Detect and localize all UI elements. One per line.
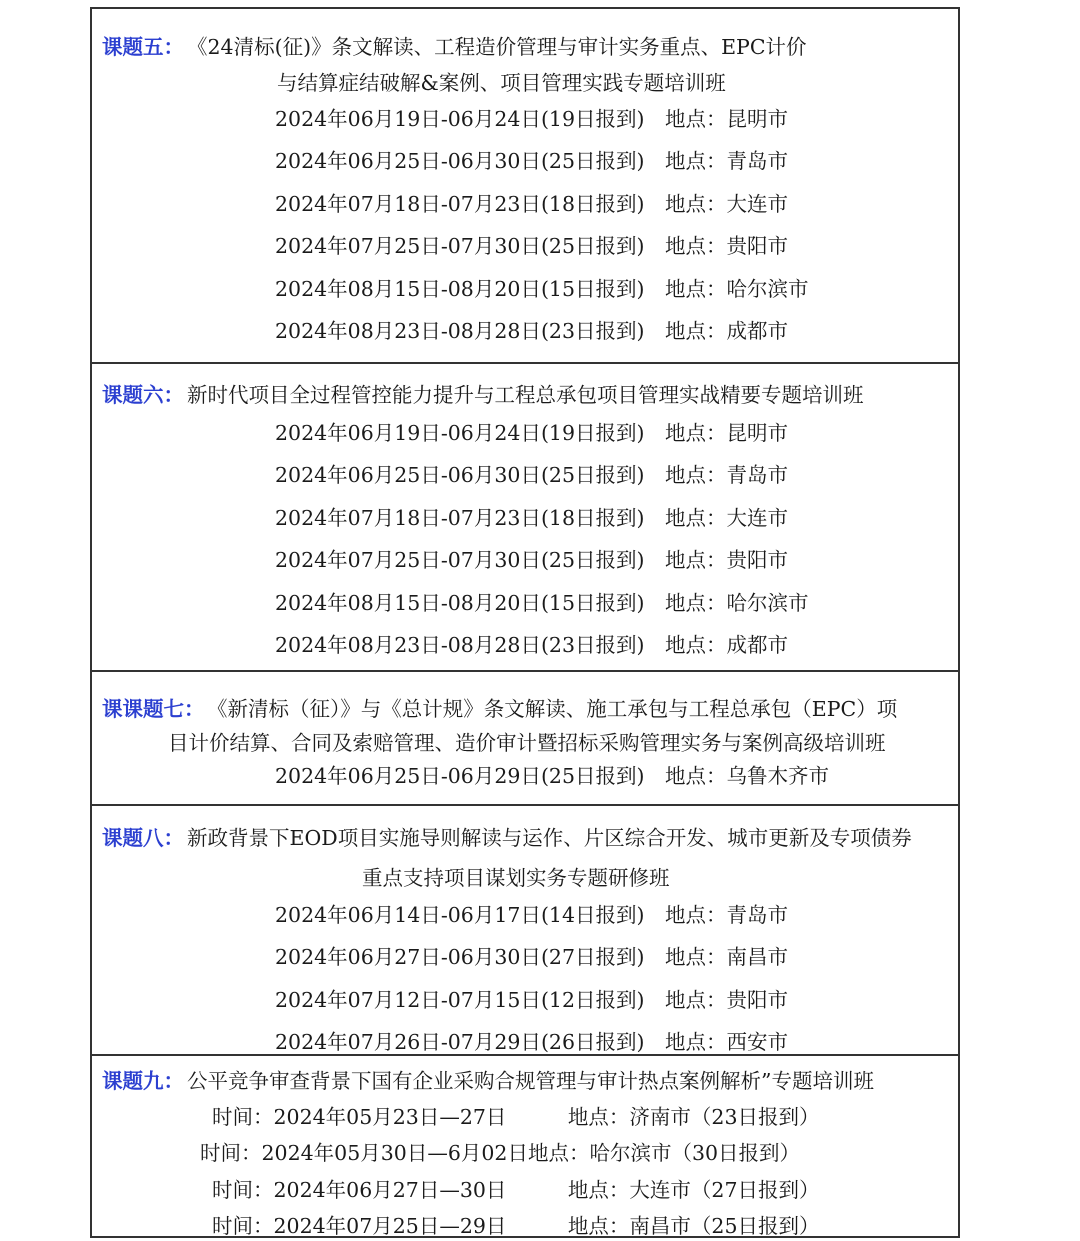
session-row: 2024年06月25日-06月30日(25日报到) 地点：青岛市 — [275, 149, 789, 173]
session-row: 2024年07月18日-07月23日(18日报到) 地点：大连市 — [275, 506, 789, 530]
course-title-line: 《新清标（征）》与《总计规》条文解读、施工承包与工程总承包（EPC）项 — [207, 697, 898, 721]
session-row: 2024年08月23日-08月28日(23日报到) 地点：成都市 — [275, 633, 789, 657]
session-row: 2024年07月26日-07月29日(26日报到) 地点：西安市 — [275, 1030, 789, 1054]
course-section-7 — [92, 672, 958, 806]
session-row: 2024年08月15日-08月20日(15日报到) 地点：哈尔滨市 — [275, 591, 809, 615]
session-row: 2024年08月23日-08月28日(23日报到) 地点：成都市 — [275, 319, 789, 343]
session-row: 2024年06月14日-06月17日(14日报到) 地点：青岛市 — [275, 903, 789, 927]
course-schedule-table — [90, 7, 960, 1238]
course-label: 课题六： — [102, 383, 184, 407]
course-title-line: 目计价结算、合同及索赔管理、造价审计暨招标采购管理实务与案例高级培训班 — [168, 731, 886, 755]
course-label: 课题八： — [102, 826, 184, 850]
session-row: 2024年08月15日-08月20日(15日报到) 地点：哈尔滨市 — [275, 277, 809, 301]
course-title-line: 与结算症结破解&案例、项目管理实践专题培训班 — [277, 71, 726, 95]
session-row: 2024年06月25日-06月29日(25日报到) 地点：乌鲁木齐市 — [275, 764, 830, 788]
session-row: 2024年06月27日-06月30日(27日报到) 地点：南昌市 — [275, 945, 789, 969]
course-title-line: 重点支持项目谋划实务专题研修班 — [362, 866, 670, 890]
session-row: 2024年07月18日-07月23日(18日报到) 地点：大连市 — [275, 192, 789, 216]
session-row: 2024年06月25日-06月30日(25日报到) 地点：青岛市 — [275, 463, 789, 487]
course-title-line: 公平竞争审查背景下国有企业采购合规管理与审计热点案例解析”专题培训班 — [187, 1069, 874, 1093]
course-label: 课题九： — [102, 1069, 184, 1093]
course-label: 课课题七： — [102, 697, 205, 721]
course-section-5 — [92, 9, 958, 364]
course-section-9 — [92, 1056, 958, 1236]
session-row: 时间：2024年06月27日—30日 地点：大连市（27日报到） — [212, 1178, 820, 1202]
course-section-6 — [92, 364, 958, 672]
course-title-line: 《24清标(征)》条文解读、工程造价管理与审计实务重点、EPC计价 — [187, 35, 807, 59]
session-row: 2024年07月25日-07月30日(25日报到) 地点：贵阳市 — [275, 548, 789, 572]
course-label: 课题五： — [102, 35, 184, 59]
course-title-line: 新政背景下EOD项目实施导则解读与运作、片区综合开发、城市更新及专项债券 — [187, 826, 912, 850]
session-row: 2024年06月19日-06月24日(19日报到) 地点：昆明市 — [275, 421, 789, 445]
session-row: 2024年06月19日-06月24日(19日报到) 地点：昆明市 — [275, 107, 789, 131]
session-row: 时间：2024年05月23日—27日 地点：济南市（23日报到） — [212, 1105, 820, 1129]
session-row: 2024年07月12日-07月15日(12日报到) 地点：贵阳市 — [275, 988, 789, 1012]
course-section-8 — [92, 806, 958, 1056]
session-row: 时间：2024年05月30日—6月02日地点：哈尔滨市（30日报到） — [200, 1141, 801, 1165]
course-title-line: 新时代项目全过程管控能力提升与工程总承包项目管理实战精要专题培训班 — [187, 383, 864, 407]
session-row: 时间：2024年07月25日—29日 地点：南昌市（25日报到） — [212, 1214, 820, 1238]
session-row: 2024年07月25日-07月30日(25日报到) 地点：贵阳市 — [275, 234, 789, 258]
